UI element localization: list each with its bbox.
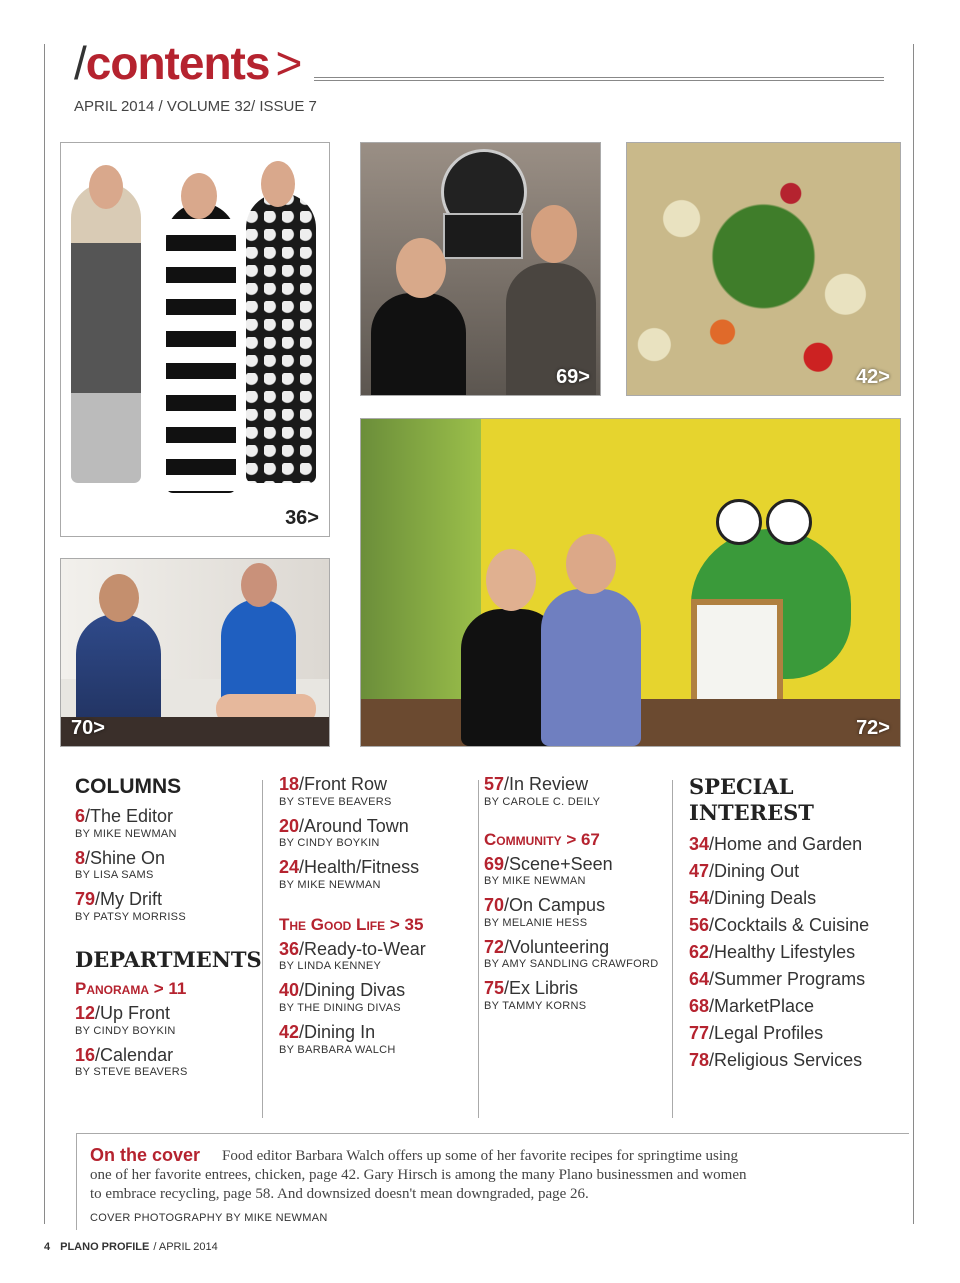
- byline: BY CINDY BOYKIN: [75, 1024, 176, 1037]
- column-separator: [262, 780, 263, 1118]
- photo-cpr-page: 70>: [71, 717, 105, 739]
- toc-column-2: [279, 772, 469, 1064]
- photo-mural-page: 72>: [856, 717, 890, 739]
- title-arrow: >: [275, 37, 302, 89]
- panorama-heading[interactable]: Panorama > 11: [75, 979, 187, 999]
- student-head: [241, 563, 277, 607]
- photo-fashion-page: 36>: [285, 507, 319, 529]
- toc-entry[interactable]: 6/The Editor: [75, 806, 174, 827]
- toc-entry[interactable]: 24/Health/Fitness: [279, 857, 420, 878]
- toc-entry[interactable]: 40/Dining Divas: [279, 980, 406, 1001]
- column-separator: [478, 780, 479, 1118]
- toc-entry[interactable]: 57/In Review: [484, 774, 589, 794]
- photo-fashion[interactable]: [60, 142, 330, 537]
- toc-entry[interactable]: 54/Dining Deals: [689, 887, 817, 908]
- columns-heading: COLUMNS: [75, 775, 182, 798]
- byline: BY MIKE NEWMAN: [75, 827, 177, 840]
- model-left-head: [89, 165, 123, 209]
- page-number: 4: [44, 1241, 51, 1253]
- right-frame-line: [913, 44, 914, 1224]
- departments-heading: DEPARTMENTS: [75, 947, 262, 973]
- woman-right: [541, 589, 641, 746]
- toc-entry[interactable]: 56/Cocktails & Cuisine: [689, 914, 870, 935]
- title-slash: /: [74, 37, 86, 89]
- magazine-name: PLANO PROFILE: [60, 1241, 150, 1253]
- toc-entry[interactable]: 16/Calendar: [75, 1044, 174, 1065]
- left-frame-line: [44, 44, 45, 1224]
- salad-image: [627, 143, 900, 395]
- byline: BY MIKE NEWMAN: [279, 878, 381, 891]
- good-life-heading[interactable]: The Good Life > 35: [279, 914, 424, 934]
- toc-entry[interactable]: 62/Healthy Lifestyles: [689, 941, 856, 962]
- toc-entry[interactable]: 42/Dining In: [279, 1021, 376, 1042]
- byline: BY STEVE BEAVERS: [75, 1066, 188, 1079]
- byline: BY BARBARA WALCH: [279, 1043, 396, 1056]
- toc-entry[interactable]: 8/Shine On: [75, 847, 166, 868]
- woman-left: [371, 293, 466, 396]
- instructor-head: [99, 574, 139, 622]
- photo-cpr[interactable]: [60, 558, 330, 747]
- community-heading[interactable]: Community > 67: [484, 829, 600, 849]
- cover-description: Food editor Barbara Walch offers up some of her favorite recipes for springtime using one of her favorite entrees, chicken, page 42. Gary Hirsch is among the many Plano businessmen and women to embrace recycling, page 58. And downsized doesn't mean downgraded, page 26.: [90, 1148, 747, 1202]
- toc-entry[interactable]: 70/On Campus: [484, 895, 606, 916]
- title-text: contents: [85, 37, 270, 89]
- byline: BY STEVE BEAVERS: [279, 795, 392, 808]
- model-center-head: [181, 173, 217, 219]
- toc-column-4: [689, 772, 904, 1074]
- toc-entry[interactable]: 77/Legal Profiles: [689, 1022, 824, 1043]
- byline: BY TAMMY KORNS: [484, 999, 587, 1012]
- toc-entry[interactable]: 34/Home and Garden: [689, 833, 863, 854]
- special-interest-heading: SPECIAL INTEREST: [689, 774, 814, 826]
- toc-entry[interactable]: 79/My Drift: [75, 889, 163, 910]
- frog-eye-right: [766, 499, 812, 545]
- byline: BY THE DINING DIVAS: [279, 1001, 401, 1014]
- photo-cemetery[interactable]: [360, 142, 601, 396]
- toc-entry[interactable]: 47/Dining Out: [689, 860, 800, 881]
- photo-cemetery-page: 69>: [556, 366, 590, 388]
- woman-right-head: [566, 534, 616, 594]
- toc-entry[interactable]: 20/Around Town: [279, 815, 409, 836]
- model-left: [71, 183, 141, 483]
- photo-salad-page: 42>: [856, 366, 890, 388]
- byline: BY AMY SANDLING CRAWFORD: [484, 958, 659, 971]
- byline: BY MELANIE HESS: [484, 916, 588, 929]
- model-right: [246, 193, 316, 483]
- woman-right-head: [531, 205, 577, 263]
- photo-salad[interactable]: [626, 142, 901, 396]
- toc-column-1: [75, 772, 262, 1086]
- issue-line: APRIL 2014 / VOLUME 32/ ISSUE 7: [74, 98, 317, 115]
- toc-column-3: [484, 772, 674, 1020]
- byline: BY CAROLE C. DEILY: [484, 795, 601, 808]
- byline: BY MIKE NEWMAN: [484, 875, 586, 888]
- byline: BY CINDY BOYKIN: [279, 837, 380, 850]
- toc-entry[interactable]: 78/Religious Services: [689, 1049, 863, 1070]
- toc-entry[interactable]: 72/Volunteering: [484, 936, 610, 957]
- model-right-head: [261, 161, 295, 207]
- toc-entry[interactable]: 68/MarketPlace: [689, 995, 815, 1016]
- cover-heading: On the cover: [90, 1145, 201, 1165]
- footer-date: / APRIL 2014: [153, 1241, 218, 1253]
- frog-eye-left: [716, 499, 762, 545]
- page-footer: [44, 1241, 218, 1253]
- toc-entry[interactable]: 64/Summer Programs: [689, 968, 866, 989]
- toc-entry[interactable]: 18/Front Row: [279, 774, 388, 794]
- byline: BY LISA SAMS: [75, 869, 154, 882]
- photo-mural[interactable]: [360, 418, 901, 747]
- woman-left-head: [486, 549, 536, 611]
- toc-entry[interactable]: 75/Ex Libris: [484, 978, 579, 999]
- cemetery-sign: [443, 213, 523, 259]
- cover-credit: COVER PHOTOGRAPHY BY MIKE NEWMAN: [90, 1212, 328, 1224]
- student: [221, 599, 296, 709]
- byline: BY PATSY MORRISS: [75, 911, 186, 924]
- toc-entry[interactable]: 36/Ready-to-Wear: [279, 938, 426, 959]
- toc-entry[interactable]: 12/Up Front: [75, 1003, 171, 1024]
- model-center: [166, 203, 236, 493]
- header-rule: [314, 77, 884, 81]
- byline: BY LINDA KENNEY: [279, 960, 382, 973]
- page-title: [74, 36, 301, 90]
- woman-left-head: [396, 238, 446, 298]
- toc-entry[interactable]: 69/Scene+Seen: [484, 853, 613, 874]
